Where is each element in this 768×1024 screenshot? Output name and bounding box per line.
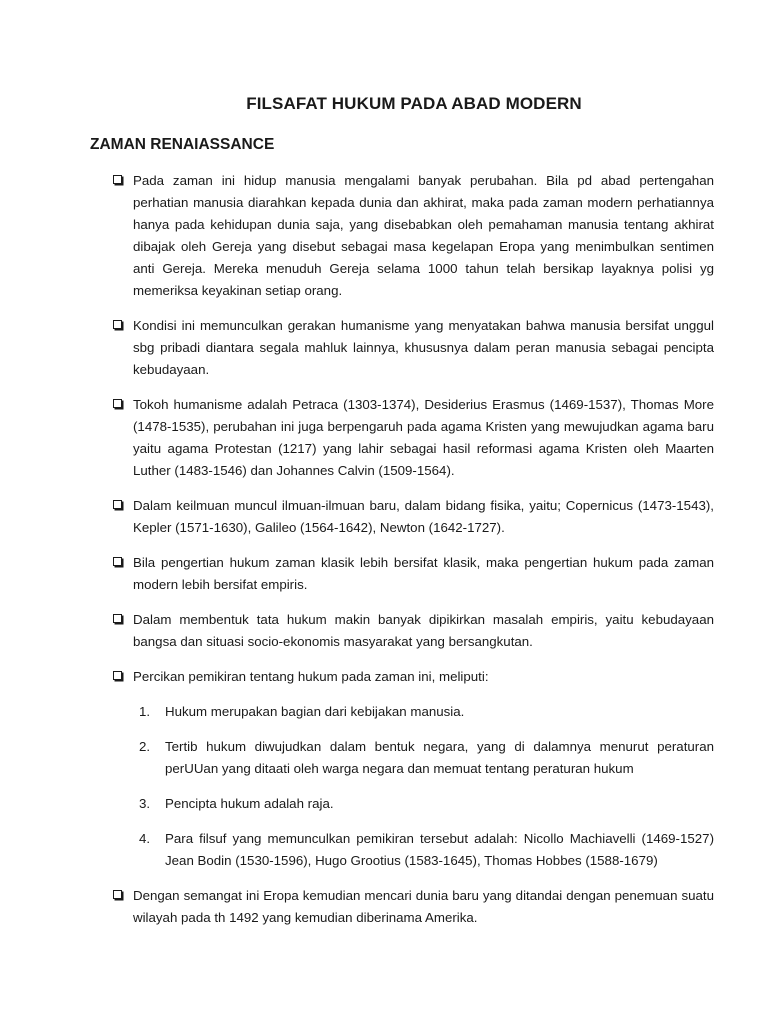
checkbox-bullet-icon: [113, 175, 122, 184]
checkbox-bullet-icon: [113, 671, 122, 680]
bullet-item: [90, 609, 714, 653]
numbered-marker: 3.: [139, 796, 151, 811]
numbered-item: [90, 828, 714, 872]
bullet-item: [90, 170, 714, 302]
numbered-marker: 4.: [139, 831, 151, 846]
section-heading: ZAMAN RENAIASSANCE: [90, 136, 275, 153]
bullet-list-final: [90, 885, 714, 929]
bullet-list: [90, 170, 714, 688]
bullet-text: Pada zaman ini hidup manusia mengalami banyak perubahan. Bila pd abad pertengahan perhatian manusia diarahkan kepada dunia dan akhirat, maka pada zaman modern perhatiannya hanya pada kehidupan dunia saja, yang disebabkan oleh pemahaman manusia tentang akhirat dibajak oleh Gereja yang disebut sebagai masa kegelapan Eropa yang menimbulkan sentimen anti Gereja. Mereka menuduh Gereja selama 1000 tahun telah bersikap layaknya polisi yg memeriksa keyakinan setiap orang.: [133, 173, 714, 298]
checkbox-bullet-icon: [113, 890, 122, 899]
bullet-text: Percikan pemikiran tentang hukum pada zaman ini, meliputi:: [133, 669, 489, 684]
bullet-item: [90, 552, 714, 596]
numbered-marker: 1.: [139, 704, 151, 719]
checkbox-bullet-icon: [113, 320, 122, 329]
bullet-text: Dengan semangat ini Eropa kemudian mencari dunia baru yang ditandai dengan penemuan suatu wilayah pada th 1492 yang kemudian diberinama Amerika.: [133, 888, 714, 925]
bullet-item: [90, 394, 714, 482]
numbered-item: [90, 793, 714, 815]
bullet-item: [90, 885, 714, 929]
bullet-text: Dalam membentuk tata hukum makin banyak dipikirkan masalah empiris, yaitu kebudayaan bangsa dan situasi socio-ekonomis masyarakat yang bersangkutan.: [133, 612, 714, 649]
checkbox-bullet-icon: [113, 557, 122, 566]
bullet-item: [90, 315, 714, 381]
bullet-item: [90, 495, 714, 539]
checkbox-bullet-icon: [113, 614, 122, 623]
numbered-marker: 2.: [139, 739, 151, 754]
numbered-text: Tertib hukum diwujudkan dalam bentuk negara, yang di dalamnya menurut peraturan perUUan yang ditaati oleh warga negara dan memuat tentang peraturan hukum: [165, 739, 714, 776]
bullet-item: [90, 666, 714, 688]
bullet-text: Tokoh humanisme adalah Petraca (1303-1374), Desiderius Erasmus (1469-1537), Thomas More (1478-1535), perubahan ini juga berpengaruh pada agama Kristen yang mewujudkan agama baru yaitu agama Protestan (1217) yang lahir sebagai hasil reformasi agama Kristen oleh Maarten Luther (1483-1546) dan Johannes Calvin (1509-1564).: [133, 397, 714, 478]
checkbox-bullet-icon: [113, 500, 122, 509]
bullet-text: Kondisi ini memunculkan gerakan humanisme yang menyatakan bahwa manusia bersifat unggul sbg pribadi diantara segala mahluk lainnya, khususnya dalam peran manusia sebagai pencipta kebudayaan.: [133, 318, 714, 377]
numbered-text: Pencipta hukum adalah raja.: [165, 796, 334, 811]
bullet-text: Bila pengertian hukum zaman klasik lebih bersifat klasik, maka pengertian hukum pada zaman modern lebih bersifat empiris.: [133, 555, 714, 592]
numbered-list: [90, 701, 714, 872]
bullet-text: Dalam keilmuan muncul ilmuan-ilmuan baru, dalam bidang fisika, yaitu; Copernicus (1473-1543), Kepler (1571-1630), Galileo (1564-1642), Newton (1642-1727).: [133, 498, 714, 535]
checkbox-bullet-icon: [113, 399, 122, 408]
document-title: FILSAFAT HUKUM PADA ABAD MODERN: [246, 94, 582, 113]
numbered-item: [90, 701, 714, 723]
numbered-text: Para filsuf yang memunculkan pemikiran tersebut adalah: Nicollo Machiavelli (1469-1527) Jean Bodin (1530-1596), Hugo Grootius (1583-1645), Thomas Hobbes (1588-1679): [165, 831, 714, 868]
numbered-item: [90, 736, 714, 780]
numbered-text: Hukum merupakan bagian dari kebijakan manusia.: [165, 704, 465, 719]
